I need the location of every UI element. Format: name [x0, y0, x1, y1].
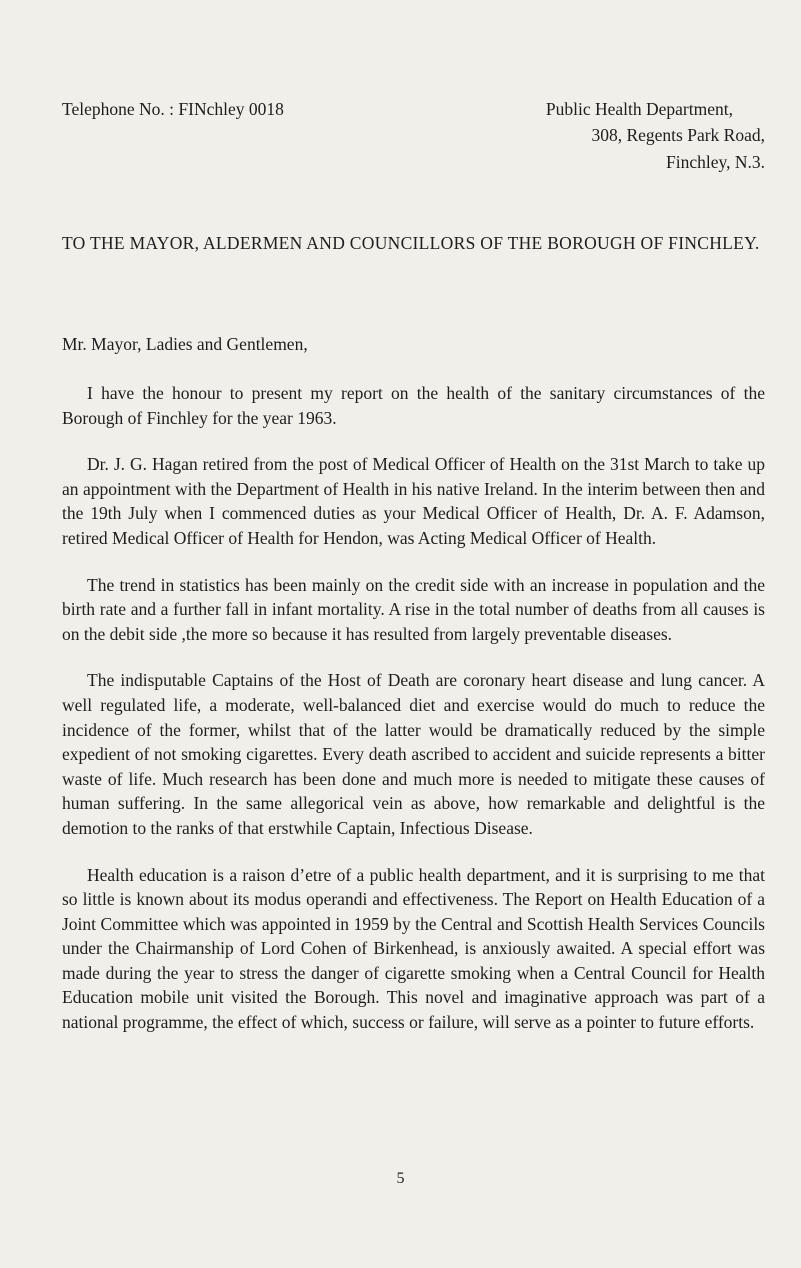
body-paragraph: Dr. J. G. Hagan retired from the post of Medical Officer of Health on the 31st March to take up an appointment with the Department of Health in his native Ireland. In the interim between then and the 19th July when I commenced duties as your Medical Officer of Health, Dr. A. F. Adamson, retired Medical Officer of Health for Hendon, was Acting Medical Officer of Health.	[62, 454, 765, 548]
body-paragraph: Health education is a raison d’etre of a public health department, and it is surprising to me that so little is known about its modus operandi and effectiveness. The Report on Health Education of a Joint Committee which was appointed in 1959 by the Central and Scottish Health Services Councils under the Chairmanship of Lord Cohen of Birkenhead, is anxiously awaited. A special effort was made during the year to stress the danger of cigarette smoking when a Central Council for Health Education mobile unit visited the Borough. This novel and imaginative approach was part of a national programme, the effect of which, success or failure, will serve as a pointer to future efforts.	[62, 864, 765, 1033]
body-paragraph: I have the honour to present my report on the health of the sanitary circumstances of the Borough of Finchley for the year 1963.	[62, 383, 765, 428]
body-paragraph: The trend in statistics has been mainly on the credit side with an increase in population and the birth rate and a further fall in infant mortality. A rise in the total number of deaths from all causes is on the debit side ,the more so because it has resulted from largely preventable diseases.	[62, 574, 765, 644]
page-number: 5	[396, 1170, 405, 1187]
salutation: Mr. Mayor, Ladies and Gentlemen,	[62, 334, 308, 354]
address-line-department: Public Health Department,	[545, 99, 733, 119]
body-paragraph: The indisputable Captains of the Host of Death are coronary heart disease and lung cancer. A well regulated life, a moderate, well-balanced diet and exercise would do much to reduce the incidence of the former, whilst that of the latter would be dramatically reduced by the simple expedient of not smoking cigarettes. Every death ascribed to accident and suicide represents a bitter waste of life. Much research has been done and much more is needed to mitigate these causes of human suffering. In the same allegorical vein as above, how remarkable and delightful is the demotion to the ranks of that erstwhile Captain, Infectious Disease.	[62, 670, 765, 838]
address-line-street: 308, Regents Park Road,	[591, 125, 765, 145]
letter-body	[62, 381, 765, 1057]
addressee-heading: TO THE MAYOR, ALDERMEN AND COUNCILLORS OF THE BOROUGH OF FINCHLEY.	[62, 233, 760, 253]
telephone-number: Telephone No. : FINchley 0018	[62, 99, 284, 119]
sender-address	[546, 96, 765, 175]
address-line-locality: Finchley, N.3.	[666, 152, 765, 172]
